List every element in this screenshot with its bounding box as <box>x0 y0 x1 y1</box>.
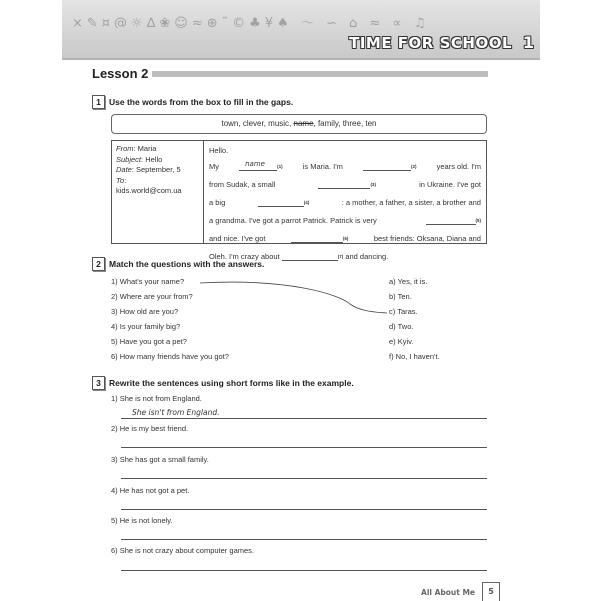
email-text: in Ukraine. I've got <box>419 179 481 189</box>
lesson-title: Lesson 2 <box>92 66 149 81</box>
from-value: : Maria <box>133 144 157 153</box>
gap-number: (4) <box>303 199 310 205</box>
email-address: kids.world@com.ua <box>116 186 182 195</box>
email-text: is Maria. I'm <box>302 161 343 171</box>
gap-number: (6) <box>342 235 349 241</box>
email-text: a big <box>209 197 226 207</box>
answer-e: e) Kyiv. <box>389 337 414 346</box>
question-1: 1) What's your name? <box>111 277 185 286</box>
email-text: years old. I'm <box>436 161 481 171</box>
gap-number: (5) <box>475 217 481 223</box>
rewrite-item-1: 1) She is not from England. <box>111 394 202 403</box>
task-instruction: Match the questions with the answers. <box>109 259 265 269</box>
gap-number: (1) <box>277 163 283 169</box>
word-box-crossed-word: name <box>293 119 314 128</box>
page-number: 5 <box>482 582 500 601</box>
subject-value: : Hello <box>141 154 163 164</box>
answer-line-1[interactable] <box>121 418 487 419</box>
date-value: : September, 5 <box>131 165 181 174</box>
doodle-decoration: ×✎¤@☼∆❀☺≈⊕˜©♣¥♠ ～ ∽ ⌂ ≈ ∝ ♫ <box>72 16 430 28</box>
task-instruction: Rewrite the sentences using short forms like in the example. <box>109 378 354 388</box>
gap-number: (3) <box>370 181 376 187</box>
task-3-heading <box>92 376 354 390</box>
email-text: a grandma. I've got a parrot Patrick. Patrick is very <box>209 215 377 225</box>
answer-f: f) No, I haven't. <box>389 352 440 361</box>
answer-a: a) Yes, it is. <box>389 277 428 286</box>
answer-line-4[interactable] <box>121 509 487 510</box>
rewrite-item-5: 5) He is not lonely. <box>111 516 173 525</box>
task-instruction: Use the words from the box to fill in the gaps. <box>109 97 294 107</box>
example-answer: She isn't from England. <box>132 408 220 417</box>
answer-line-6[interactable] <box>121 570 487 571</box>
answer-line-5[interactable] <box>121 539 487 540</box>
email-text: best friends: Oksana, Diana and <box>373 233 481 243</box>
to-value: : <box>124 175 127 185</box>
email-text: and dancing. <box>345 251 389 261</box>
task-number-box: 1 <box>92 95 105 109</box>
email-text: and nice. I've got <box>209 233 266 243</box>
question-6: 6) How many friends have you got? <box>111 352 229 361</box>
task-number-box: 3 <box>92 376 105 390</box>
answer-line-3[interactable] <box>121 478 487 479</box>
from-label: From <box>116 144 134 153</box>
footer-section-title: All About Me <box>421 588 475 597</box>
email-text: : a mother, a father, a sister, a brother and <box>341 197 481 207</box>
email-text: from Sudak, a small <box>209 179 276 189</box>
answer-b: b) Ten. <box>389 292 412 301</box>
rewrite-item-2: 2) He is my best friend. <box>111 424 189 433</box>
email-text: Oleh. I'm crazy about <box>209 251 280 261</box>
gap-number: (7) <box>337 253 344 259</box>
question-2: 2) Where are your from? <box>111 292 193 301</box>
gap-1-example: name <box>245 160 265 168</box>
to-label: To <box>116 175 125 185</box>
gap-number: (2) <box>411 163 417 169</box>
unit-title: TIME FOR SCHOOL <box>349 34 512 52</box>
rewrite-item-3: 3) She has got a small family. <box>111 455 209 464</box>
answer-line-2[interactable] <box>121 447 487 448</box>
rewrite-item-4: 4) He has not got a pet. <box>111 486 190 495</box>
example-match-line <box>200 282 387 313</box>
subject-label: Subject <box>116 154 142 164</box>
question-5: 5) Have you got a pet? <box>111 337 187 346</box>
answer-c: c) Taras. <box>389 307 418 316</box>
word-box-words-rest: , family, three, ten <box>313 119 377 128</box>
email-text: My <box>209 161 219 171</box>
unit-number: 1 <box>522 33 534 52</box>
date-label: Date <box>116 165 132 174</box>
answer-d: d) Two. <box>389 322 414 331</box>
task-number-box: 2 <box>92 257 105 271</box>
email-greeting: Hello. <box>209 146 229 155</box>
rewrite-item-6: 6) She is not crazy about computer games. <box>111 546 254 555</box>
question-4: 4) Is your family big? <box>111 322 181 331</box>
question-3: 3) How old are you? <box>111 307 179 316</box>
word-box-words: town, clever, music, <box>221 119 294 128</box>
